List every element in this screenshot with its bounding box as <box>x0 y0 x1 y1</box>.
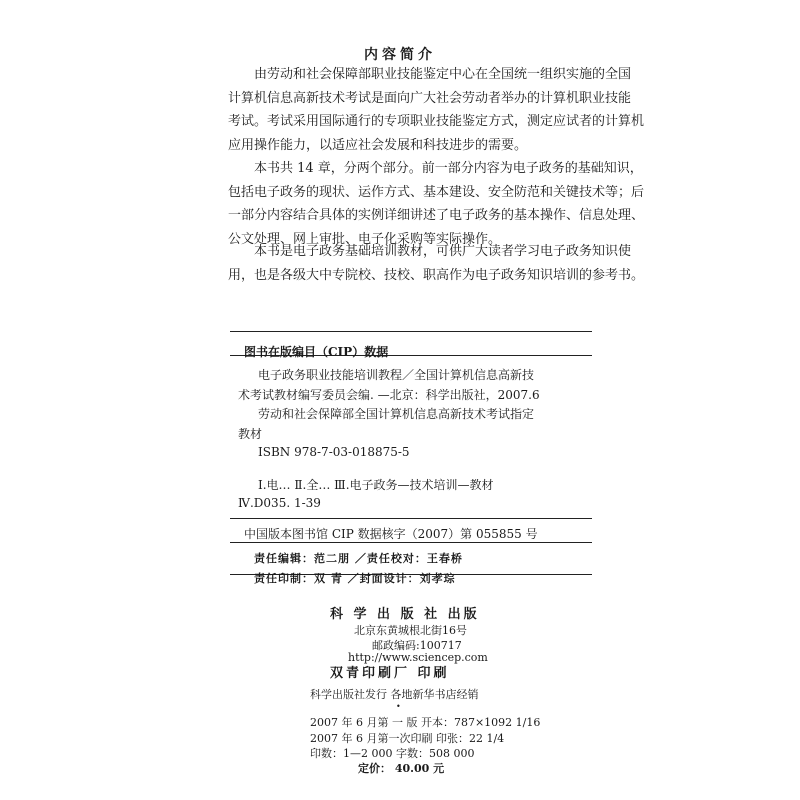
separator-bullet: • <box>396 702 401 711</box>
cip-line: 劳动和社会保障部全国计算机信息高新技术考试指定 <box>258 407 535 421</box>
price: 定价： 40.00 元 <box>358 762 445 775</box>
cip-line: 术考试教材编写委员会编. —北京：科学出版社，2007.6 <box>238 388 540 402</box>
text-line: 公文处理、网上审批、电子化采购等实际操作。 <box>228 231 502 247</box>
text-line: 本书是电子政务基础培训教材，可供广大读者学习电子政务知识使 <box>254 244 632 259</box>
publisher-website: http://www.sciencep.com <box>348 651 488 664</box>
isbn: ISBN 978-7-03-018875-5 <box>258 445 410 459</box>
publisher-postcode: 邮政编码:100717 <box>372 639 462 652</box>
text-line: 计算机信息高新技术考试是面向广大社会劳动者举办的计算机职业技能 <box>228 90 632 106</box>
printing-info: 2007 年 6 月第一次印刷 印张：22 1/4 <box>310 732 505 745</box>
distribution: 科学出版社发行 各地新华书店经销 <box>310 688 479 701</box>
publisher-name: 科 学 出 版 社 出版 <box>330 607 480 622</box>
text-line: 应用操作能力，以适应社会发展和科技进步的需要。 <box>228 137 528 153</box>
cip-line: 教材 <box>238 427 263 441</box>
summary-paragraph-2 <box>228 157 645 251</box>
summary-title: 内容简介 <box>364 47 436 63</box>
divider <box>230 518 592 519</box>
credits-printing-cover: 责任印制：双 青 ／封面设计：刘孝琮 <box>254 572 456 585</box>
text-line: 用，也是各级大中专院校、技校、职高作为电子政务知识培训的参考书。 <box>228 267 645 283</box>
text-line: 包括电子政务的现状、运作方式、基本建设、安全防范和关键技术等；后 <box>228 184 645 200</box>
credits-editor-proofreader: 责任编辑：范二朋 ／责任校对：王春桥 <box>254 552 463 565</box>
copies-info: 印数：1—2 000 字数：508 000 <box>310 747 475 760</box>
cip-line: 电子政务职业技能培训教程／全国计算机信息高新技 <box>258 368 535 382</box>
text-line: 本书共 14 章，分两个部分。前一部分内容为电子政务的基础知识， <box>254 161 643 176</box>
printer: 双青印刷厂 印刷 <box>330 666 450 681</box>
cip-header: 图书在版编目（CIP）数据 <box>244 345 389 359</box>
summary-paragraph-3 <box>228 240 645 287</box>
classification-line: Ⅳ.D035. 1-39 <box>238 496 321 510</box>
text-line: 考试。考试采用国际通行的专项职业技能鉴定方式，测定应试者的计算机 <box>228 114 645 130</box>
text-line: 由劳动和社会保障部职业技能鉴定中心在全国统一组织实施的全国 <box>254 67 632 82</box>
edition-info: 2007 年 6 月第 一 版 开本：787×1092 1/16 <box>310 716 541 729</box>
classification-line: Ⅰ.电… Ⅱ.全… Ⅲ.电子政务—技术培训—教材 <box>258 478 494 492</box>
cip-data-check: 中国版本图书馆 CIP 数据核字（2007）第 055855 号 <box>244 527 538 541</box>
text-line: 一部分内容结合具体的实例详细讲述了电子政务的基本操作、信息处理、 <box>228 208 645 224</box>
summary-paragraph-1 <box>228 63 645 157</box>
divider <box>230 331 592 332</box>
publisher-address: 北京东黄城根北街16号 <box>354 624 467 637</box>
divider <box>230 542 592 543</box>
